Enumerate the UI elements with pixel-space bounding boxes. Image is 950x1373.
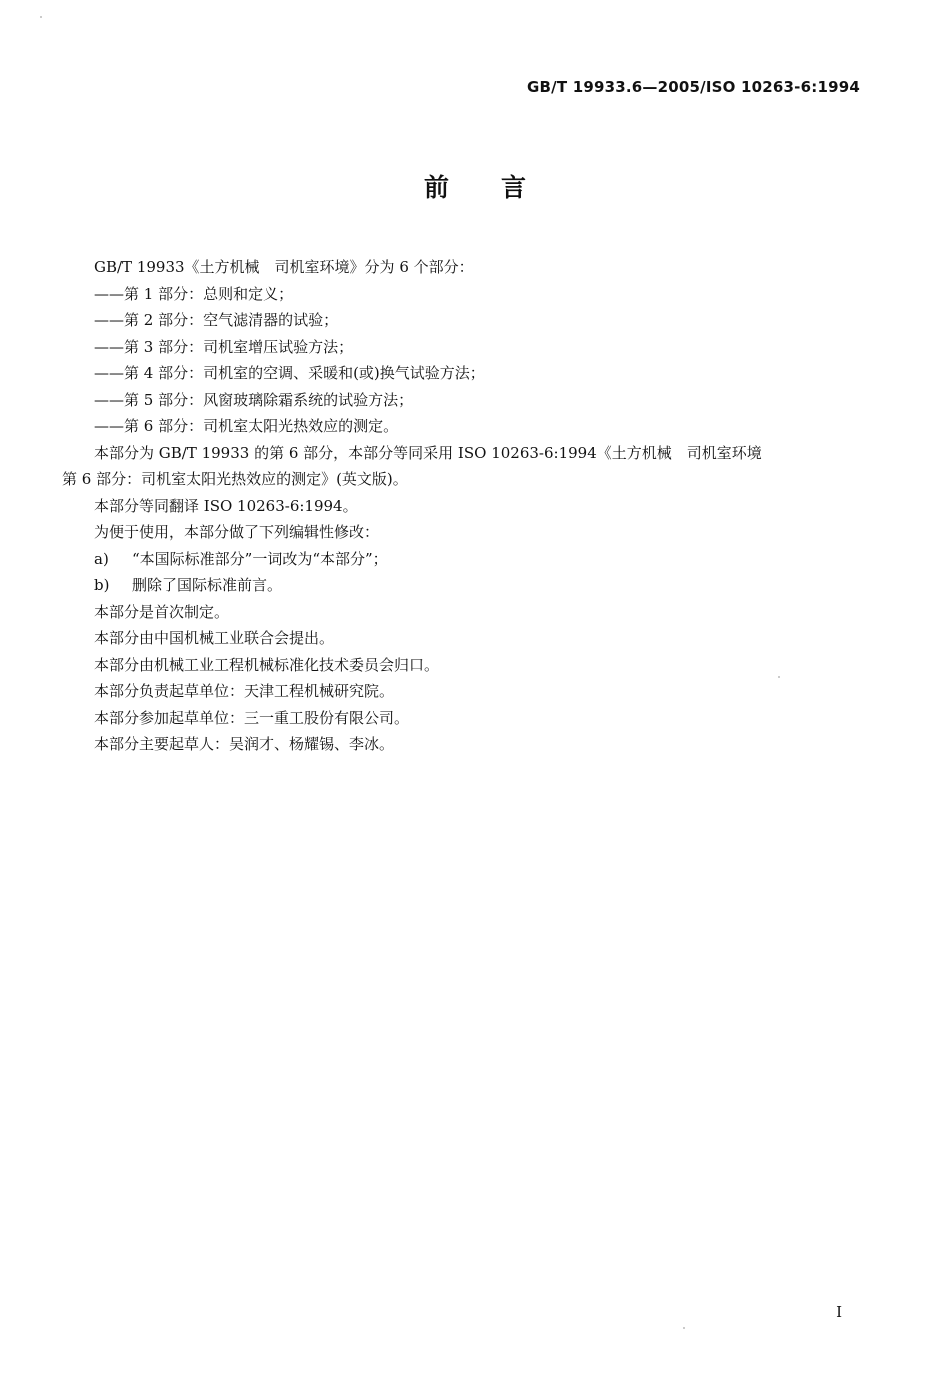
paragraph-proposer: 本部分由中国机械工业联合会提出。: [94, 629, 335, 647]
paragraph-participating-unit: 本部分参加起草单位：三一重工股份有限公司。: [94, 708, 410, 727]
edit-item-text: 删除了国际标准前言。: [132, 576, 283, 594]
edit-item-a: [62, 546, 852, 573]
standard-code: GB/T 19933.6—2005/ISO 10263-6:1994: [527, 78, 860, 96]
paragraph-edits-intro: 为便于使用，本部分做了下列编辑性修改：: [94, 523, 380, 541]
edit-item-text: “本国际标准部分”一词改为“本部分”；: [132, 549, 388, 568]
foreword-body: [62, 254, 852, 758]
list-item-part-3: ——第 3 部分：司机室增压试验方法；: [94, 337, 354, 356]
paragraph-translation: 本部分等同翻译 ISO 10263-6:1994。: [94, 496, 358, 515]
paragraph-drafting-unit: 本部分负责起草单位：天津工程机械研究院。: [94, 682, 395, 700]
list-item-part-1: ——第 1 部分：总则和定义；: [94, 284, 294, 303]
edit-item-label: a): [94, 549, 109, 568]
page-title: 前言: [423, 173, 578, 202]
page-number: I: [836, 1303, 842, 1321]
paragraph-drafters: 本部分主要起草人：吴润才、杨耀锡、李冰。: [94, 735, 395, 753]
paragraph-adoption: 本部分为 GB/T 19933 的第 6 部分，本部分等同采用 ISO 10263-6:1994《土方机械 司机室环境: [94, 443, 762, 462]
scan-speck: [40, 16, 42, 18]
paragraph-first-edition: 本部分是首次制定。: [94, 602, 230, 621]
list-item-part-5: ——第 5 部分：风窗玻璃除霜系统的试验方法；: [94, 390, 414, 409]
scan-speck: [683, 1327, 685, 1329]
list-item-part-4: ——第 4 部分：司机室的空调、采暖和(或)换气试验方法；: [94, 364, 485, 382]
paragraph-intro: GB/T 19933《土方机械 司机室环境》分为 6 个部分：: [94, 258, 474, 276]
paragraph-committee: 本部分由机械工业工程机械标准化技术委员会归口。: [94, 655, 440, 674]
list-item-part-2: ——第 2 部分：空气滤清器的试验；: [94, 311, 339, 329]
paragraph-adoption-continued: 第 6 部分：司机室太阳光热效应的测定》(英文版)。: [62, 470, 408, 488]
edit-item-b: [62, 572, 852, 599]
edit-item-label: b): [94, 576, 110, 594]
scan-speck: [778, 676, 780, 678]
list-item-part-6: ——第 6 部分：司机室太阳光热效应的测定。: [94, 417, 399, 435]
